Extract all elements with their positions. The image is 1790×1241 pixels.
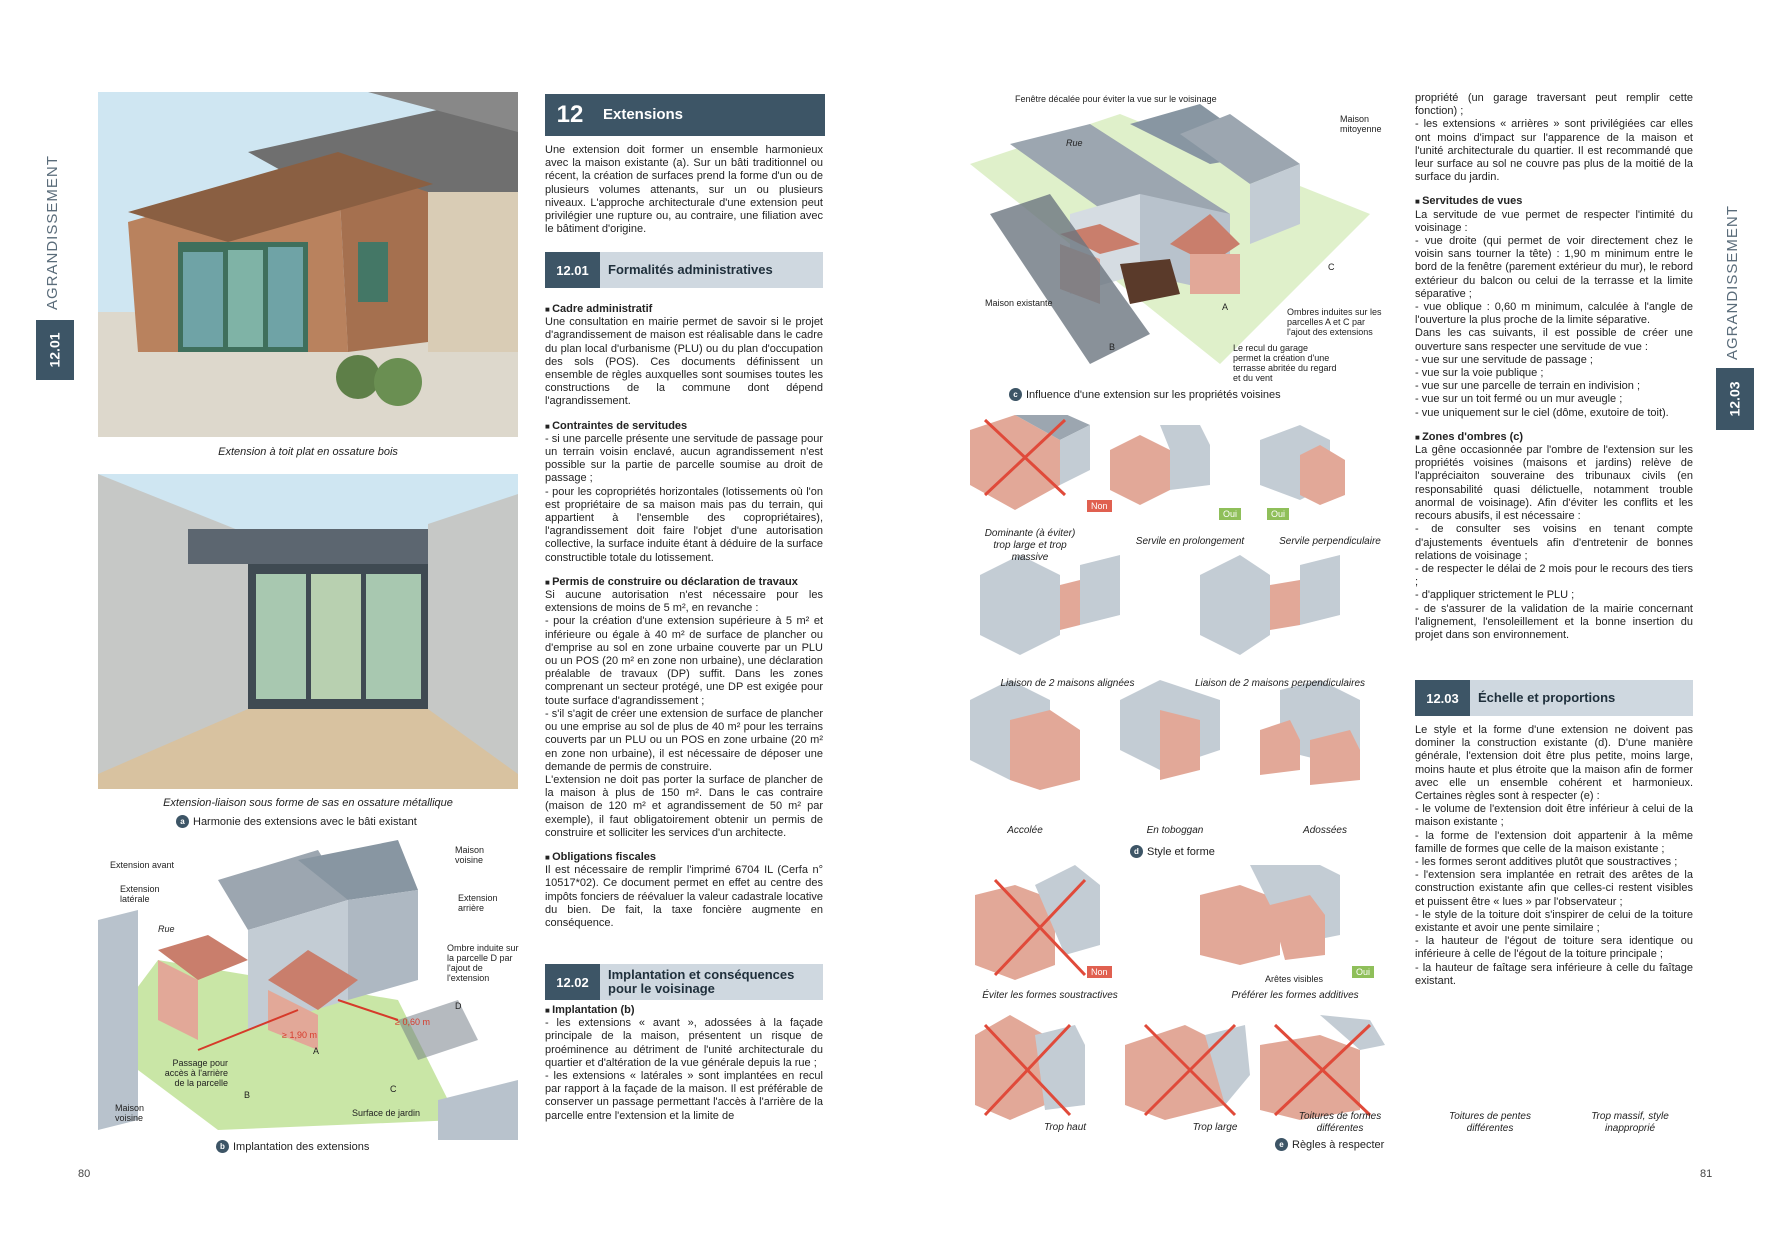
chapter-number-tab-left: 12.01 <box>36 320 74 380</box>
label-dist2: ≥ 0,60 m <box>395 1017 430 1027</box>
caption-photo1: Extension à toit plat en ossature bois <box>218 446 398 458</box>
figure-b-title: b Implantation des extensions <box>216 1140 369 1153</box>
house-caption-11: Trop haut <box>1043 1122 1087 1133</box>
figure-badge-c: c <box>1009 388 1022 401</box>
house-caption-15: Trop massif, style inapproprié <box>1591 1111 1669 1134</box>
para-permis-b: - pour la création d'une extension supérieure à 5 m² et inférieure ou égale à 40 m² de surface de plancher ou d'emprise au sol en zone urbaine couverte par un PLU ou un POS (20 m² en zone non urbaine), une déclaration préalable de travaux (DP) suffit. Dans les zones comprenant un secteur protégé, une DP est exigée pour toute surface d'agrandissement ; <box>545 615 823 707</box>
house-caption-10: Préférer les formes additives <box>1231 990 1359 1001</box>
figure-a-title: a Harmonie des extensions avec le bâti existant <box>176 815 417 828</box>
item-regle-2: - la forme de l'extension doit appartenir à la même famille de formes que celle de la maison existante ; <box>1415 829 1693 855</box>
section-1203-title: Échelle et proportions <box>1470 680 1693 716</box>
heading-zones-ombres: ■ Zones d'ombres (c) <box>1415 431 1693 444</box>
item-vue-5: - vue uniquement sur le ciel (dôme, exutoire de toit). <box>1415 406 1669 419</box>
parcel-c-b: B <box>1109 342 1116 352</box>
house-caption-12: Trop large <box>1192 1122 1238 1133</box>
label-maison-voisine-top: Maison voisine <box>455 845 485 865</box>
chapter-number-tab-right: 12.03 <box>1716 368 1754 430</box>
house-caption-4: Liaison de 2 maisons alignées <box>1000 678 1135 689</box>
label-surface-jardin: Surface de jardin <box>352 1108 421 1118</box>
heading-servitudes-vues: ■ Servitudes de vues <box>1415 195 1693 208</box>
house-caption-9: Éviter les formes soustractives <box>982 990 1118 1001</box>
right-text-column <box>1415 92 1693 642</box>
item-regle-7: - la hauteur de faîtage sera inférieure à celle du faîtage existant. <box>1415 961 1693 987</box>
page-number-left: 80 <box>78 1168 91 1180</box>
label-ext-arriere: Extension arrière <box>458 893 498 913</box>
label-rue-c: Rue <box>1066 138 1083 148</box>
para-implantation-1: - les extensions « avant », adossées à la façade principale de la maison, présentent un risque de proéminence au détriment de l'unité architecturale du quartier et d'altération de la vue générale depuis la rue ; <box>545 1017 823 1069</box>
label-maison-voisine-bottom: Maison voisine <box>115 1103 145 1123</box>
item-vue-2: - vue sur la voie publique ; <box>1415 367 1544 380</box>
section-12-number: 12 <box>545 94 595 136</box>
item-vue-droite: - vue droite (qui permet de voir directement chez le voisin sans tourner la tête) : 1,90 m minimum entre le bord de la fenêtre (parement extérieur du mur), le rebord extérieur du balcon ou celui de la terrasse et la limite séparative ; <box>1415 235 1693 300</box>
para-cas-suivants: Dans les cas suivants, il est possible de créer une ouverture sans respecter une servitude de vue : <box>1415 327 1693 353</box>
figure-badge-e: e <box>1275 1138 1288 1151</box>
label-passage: Passage pour accès à l'arrière de la parcelle <box>164 1058 228 1088</box>
label-rue-b: Rue <box>158 924 175 934</box>
item-regle-6: - la hauteur de l'égout de toiture sera identique ou inférieure à celle de l'égout de la toiture principale ; <box>1415 935 1693 961</box>
para-cadre: Une consultation en mairie permet de savoir si le projet d'agrandissement de maison est réalisable dans le cadre du plan local d'urbanisme (PLU) ou du plan d'occupation des sols (POS). Ces documents définissent un ensemble de règles auxquelles sont soumises toutes les constructions de la commune dont dépend l'agrandissement. <box>545 316 823 408</box>
house-caption-3: Servile perpendiculaire <box>1279 536 1381 547</box>
house-caption-7: En toboggan <box>1146 825 1204 836</box>
diagram-style-forme <box>970 415 1390 825</box>
caption-photo2: Extension-liaison sous forme de sas en ossature métallique <box>163 797 453 809</box>
house-caption-1: Dominante (à éviter) trop large et trop massive <box>984 528 1076 563</box>
label-ombres: Ombres induites sur les parcelles A et C par l'ajout des extensions <box>1287 307 1382 337</box>
house-caption-14: Toitures de pentes différentes <box>1449 1111 1531 1134</box>
section-12-header <box>545 94 825 136</box>
house-caption-2: Servile en prolongement <box>1135 536 1245 547</box>
section-1201-header <box>545 252 823 288</box>
tag-oui-2: Oui <box>1267 508 1289 520</box>
item-regle-5: - le style de la toiture doit s'inspirer de celui de la toiture existante et avoir une pente similaire ; <box>1415 908 1693 935</box>
section-1203-number: 12.03 <box>1415 680 1470 716</box>
page-number-right: 81 <box>1700 1168 1713 1180</box>
item-vue-oblique: - vue oblique : 0,60 m minimum, calculée à l'angle de l'ouverture la plus proche de la limite séparative. <box>1415 301 1693 327</box>
tag-non-1: Non <box>1087 500 1112 512</box>
parcel-c-c: C <box>1328 262 1335 272</box>
para-implantation-2: - les extensions « latérales » sont implantées en recul par rapport à la façade de la maison. Il est préférable de conserver un passage permettant l'accès à l'arrière de la parcelle entre l'extension et la limite de <box>545 1070 823 1122</box>
heading-fiscales: ■ Obligations fiscales <box>545 851 823 864</box>
figure-e-title: e Règles à respecter <box>1275 1138 1384 1151</box>
photo-metal-sas-extension <box>98 474 518 789</box>
heading-contraintes: ■ Contraintes de servitudes <box>545 420 823 433</box>
para-fiscales: Il est nécessaire de remplir l'imprimé 6704 IL (Cerfa n° 10517*02). Ce document permet en effet au centre des impôts fonciers de réévaluer la valeur cadastrale locative du bien. De fait, la taxe foncière augmente en conséquence. <box>545 864 823 929</box>
label-fenetre: Fenêtre décalée pour éviter la vue sur le voisinage <box>1015 94 1217 104</box>
parcel-c: C <box>390 1084 397 1094</box>
parcel-d: D <box>455 1001 462 1011</box>
item-ombre-3: - d'appliquer strictement le PLU ; <box>1415 589 1575 602</box>
item-vue-1: - vue sur une servitude de passage ; <box>1415 353 1593 366</box>
label-ext-laterale: Extension latérale <box>120 884 160 904</box>
section-1202-number: 12.02 <box>545 964 600 1000</box>
item-vue-4: - vue sur un toit fermé ou un mur aveugle ; <box>1415 393 1623 406</box>
figure-d-title: d Style et forme <box>1130 845 1215 858</box>
para-arrieres: - les extensions « arrières » sont privilégiées car elles ont moins d'impact sur l'apparence de la maison et l'unité architecturale du quartier. Il est recommandé que leur surface au sol ne couvre pas plus de la moitié de la surface du jardin. <box>1415 118 1693 184</box>
figure-c-title: c Influence d'une extension sur les propriétés voisines <box>1009 388 1281 401</box>
section-1203-body <box>1415 724 1693 988</box>
section-1202-header <box>545 964 823 1000</box>
label-ombre: Ombre induite sur la parcelle D par l'ajout de l'extension <box>447 943 519 983</box>
figure-badge-d: d <box>1130 845 1143 858</box>
label-dist1: ≥ 1,90 m <box>282 1030 317 1040</box>
label-existante: Maison existante <box>985 298 1053 308</box>
heading-implantation: ■ Implantation (b) <box>545 1004 823 1017</box>
label-mitoyenne: Maison mitoyenne <box>1340 114 1382 134</box>
photo-wood-extension <box>98 92 518 437</box>
tag-non-2: Non <box>1087 966 1112 978</box>
chapter-label-left: AGRANDISSEMENT <box>44 155 61 310</box>
item-regle-3: - les formes seront additives plutôt que soustractives ; <box>1415 856 1678 869</box>
figure-badge-b: b <box>216 1140 229 1153</box>
parcel-a: A <box>313 1046 320 1056</box>
para-permis-a: Si aucune autorisation n'est nécessaire pour les extensions de moins de 5 m², en revanche : <box>545 589 823 615</box>
section-1202-body <box>545 1004 823 1123</box>
para-contraintes-b: - pour les copropriétés horizontales (lotissements où l'on est propriétaire de sa maison mais pas du terrain, qui appartient à l'ensemble des copropriétaires), l'agrandissement doit faire l'objet d'une autorisation collective, la surface induite étant à déduire de la surface constructible totale du lotissement. <box>545 485 823 564</box>
section-1201-title: Formalités administratives <box>600 252 823 288</box>
para-contraintes-a: - si une parcelle présente une servitude de passage pour un terrain voisin enclavé, aucun agrandissement n'est possible sur la partie de parcelle soumise au droit de passage ; <box>545 432 823 485</box>
figure-badge-a: a <box>176 815 189 828</box>
para-permis-c: - s'il s'agit de créer une extension de surface de plancher ou une emprise au sol de plus de 40 m² pour les terrains couverts par un PLU ou un POS en zone urbaine (20 m² en zone non urbaine), il est nécessaire de déposer une demande de permis de construire. <box>545 707 823 773</box>
section-1203-header <box>1415 680 1693 716</box>
item-vue-3: - vue sur une parcelle de terrain en indivision ; <box>1415 380 1641 393</box>
item-ombre-1: - de consulter ses voisins en tenant compte d'ajustements éventuels afin d'entretenir de bonnes relations de voisinage ; <box>1415 523 1693 562</box>
section-1202-title: Implantation et conséquences pour le voisinage <box>600 964 823 1000</box>
heading-cadre: ■ Cadre administratif <box>545 303 823 316</box>
diagram-influence <box>970 94 1380 384</box>
item-ombre-4: - de s'assurer de la validation de la mairie concernant l'alignement, l'ensoleillement et la bonne insertion du projet dans son environnement. <box>1415 602 1693 641</box>
item-regle-4: - l'extension sera implantée en retrait des arêtes de la construction existante afin que celles-ci restent visibles et puissent être « lues » par l'observateur ; <box>1415 869 1693 908</box>
chapter-label-right: AGRANDISSEMENT <box>1724 205 1741 360</box>
tag-oui-3: Oui <box>1352 966 1374 978</box>
house-caption-13: Toitures de formes différentes <box>1298 1111 1382 1134</box>
para-permis-d: L'extension ne doit pas porter la surface de plancher de la maison à plus de 150 m². Dans le cas contraire (maison de 120 m² et agrandissement de 50 m² par exemple), il faut obligatoirement obtenir un permis de construire et solliciter les services d'un architecte. <box>545 773 823 839</box>
label-aretes-visibles: Arêtes visibles <box>1265 974 1324 984</box>
parcel-b: B <box>244 1090 251 1100</box>
label-recul: Le recul du garage permet la création d'une terrasse abritée du regard et du vent <box>1233 343 1337 383</box>
house-caption-8: Adossées <box>1303 825 1347 836</box>
section-1201-body <box>545 292 823 930</box>
section-12-intro: Une extension doit former un ensemble harmonieux avec la maison existante (a). Sur un bâti traditionnel ou récent, la création de surfaces prend la forme d'un ou de plusieurs volumes attenants, sur un ou plusieurs niveaux. L'approche architecturale d'une extension peut privilégier une rupture ou, au contraire, une filiation avec le bâtiment d'origine. <box>545 144 823 236</box>
para-propriete: propriété (un garage traversant peut remplir cette fonction) ; <box>1415 92 1693 118</box>
tag-oui-1: Oui <box>1219 508 1241 520</box>
para-ombres: La gêne occasionnée par l'ombre de l'extension sur les propriétés voisines (maisons et jardins) relève de l'appréciaiton souveraine des tribunaux civils (en responsabilité quasi délictuelle, notamment trouble anormal de voisinage). Afin d'éviter les conflits et les recours abusifs, il est nécessaire : <box>1415 444 1693 523</box>
heading-permis: ■ Permis de construire ou déclaration de travaux <box>545 576 823 589</box>
house-caption-6: Accolée <box>1007 825 1043 836</box>
section-12-title: Extensions <box>595 94 825 136</box>
para-echelle: Le style et la forme d'une extension ne doivent pas dominer la construction existante (d). D'une manière générale, l'extension doit être plus petite, moins large, moins haute et plus étroite que la maison afin de former avec elle un ensemble cohérent et harmonieux. Certaines règles sont à respecter (e) : <box>1415 724 1693 803</box>
section-1201-number: 12.01 <box>545 252 600 288</box>
item-ombre-2: - de respecter le délai de 2 mois pour le recours des tiers ; <box>1415 562 1693 589</box>
parcel-c-a: A <box>1222 302 1229 312</box>
label-ext-avant: Extension avant <box>110 860 175 870</box>
house-caption-5: Liaison de 2 maisons perpendiculaires <box>1194 678 1366 689</box>
para-servitudes: La servitude de vue permet de respecter l'intimité du voisinage : <box>1415 208 1693 234</box>
item-regle-1: - le volume de l'extension doit être inférieur à celui de la maison existante ; <box>1415 803 1693 829</box>
